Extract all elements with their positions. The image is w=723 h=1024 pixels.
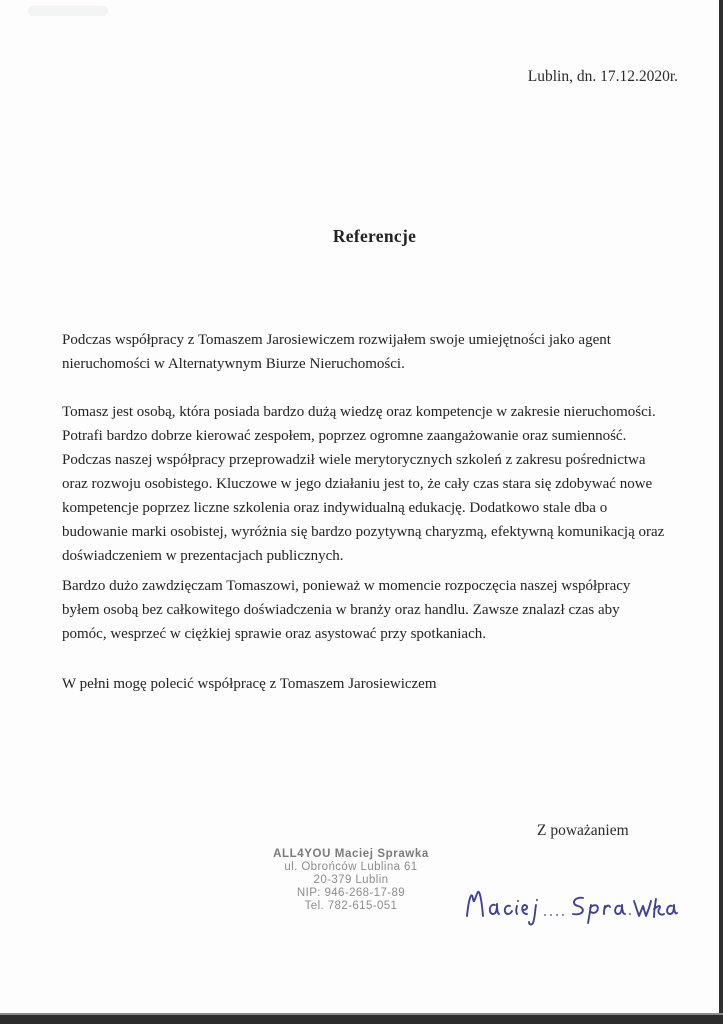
paragraph-competencies: Tomasz jest osobą, która posiada bardzo dużą wiedzę oraz kompetencje w zakresie nieruchomości. Potrafi bardzo dobrze kierować zespołem, poprzez ogromne zaangażowanie oraz sumienność. Podczas naszej współpracy przeprowadził wiele merytorycznych szkoleń z zakresu pośrednictwa oraz rozwoju osobistego. Kluczowe w jego działaniu jest to, że cały czas stara się zdobywać nowe kompetencje poprzez liczne szkolenia oraz indywidualną edukację. Dodatkowo stale dba o budowanie marki osobistej, wyróżnia się bardzo pozytywną charyzmą, efektywną komunikacją oraz doświadczeniem w prezentacjach publicznych. (62, 404, 665, 564)
stamp-phone: Tel. 782-615-051 (304, 900, 398, 912)
scan-edge-bottom (0, 1013, 723, 1024)
paragraph-recommendation: W pełni mogę polecić współpracę z Tomaszem Jarosiewiczem (62, 676, 437, 692)
scan-smudge (28, 6, 108, 16)
scan-edge-right (719, 0, 723, 1024)
paragraph-intro: Podczas współpracy z Tomaszem Jarosiewiczem rozwijałem swoje umiejętności jako agent nieruchomości w Alternatywnym Biurze Nieruchomości. (62, 332, 611, 372)
letter-title: Referencje (332, 226, 417, 246)
date-line: Lublin, dn. 17.12.2020r. (527, 68, 678, 85)
paragraph-gratitude: Bardzo dużo zawdzięczam Tomaszowi, ponieważ w momencie rozpoczęcia naszej współpracy byłem osobą bez całkowitego doświadczenia w branży oraz handlu. Zawsze znalazł czas aby pomóc, wesprzeć w ciężkiej sprawie oraz asystować przy spotkaniach. (62, 578, 631, 642)
stamp-city: 20-379 Lublin (313, 874, 389, 886)
closing-salutation: Z poważaniem (537, 822, 629, 839)
stamp-nip: NIP: 946-268-17-89 (296, 887, 406, 899)
stamp-company-name: ALL4YOU Maciej Sprawka (273, 848, 429, 860)
handwritten-signature (460, 876, 678, 930)
company-stamp (240, 848, 462, 913)
stamp-street: ul. Obrońców Lublina 61 (284, 861, 418, 873)
